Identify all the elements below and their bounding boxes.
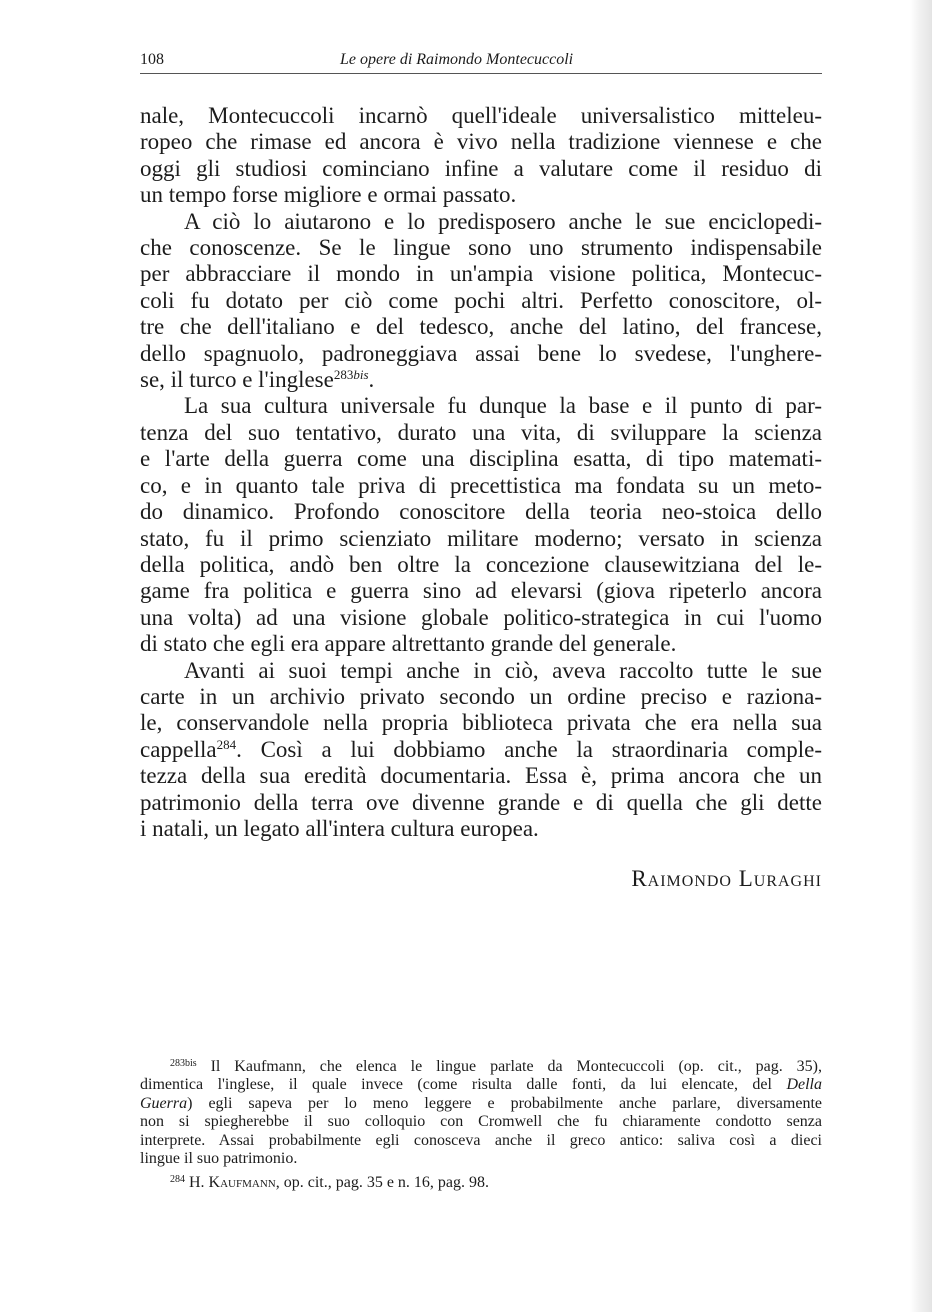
body-line: che conoscenze. Se le lingue sono uno strumento indispensabile xyxy=(140,235,822,261)
running-title: Le opere di Raimondo Montecuccoli xyxy=(340,51,574,68)
body-line: le, conservandole nella propria biblioteca privata che era nella sua xyxy=(140,710,822,736)
footnote-ref-283bis xyxy=(334,367,369,382)
body-line: tenza del suo tentativo, durato una vita, di sviluppare la scienza xyxy=(140,419,822,445)
body-line: do dinamico. Profondo conoscitore della teoria neo-stoica dello xyxy=(140,499,822,525)
body-line: co, e in quanto tale priva di precettistica ma fondata su un meto- xyxy=(140,472,822,498)
footnote-ref-284: 284 xyxy=(216,736,237,752)
footnote-marker: 284 xyxy=(170,1174,185,1186)
footnote-marker: 283bis xyxy=(170,1058,197,1069)
footnote-line-text: ) egli sapeva per lo meno leggere e probabilmente anche parlare, diversamente xyxy=(187,1094,822,1112)
body-line: e l'arte della guerra come una disciplina esatta, di tipo matemati- xyxy=(140,446,822,472)
author-signature: Raimondo Luraghi xyxy=(631,866,822,891)
body-line: i natali, un legato all'intera cultura europea. xyxy=(140,815,539,841)
footnote-line-text: Il Kaufmann, che elenca le lingue parlate da Montecuccoli (op. cit., pag. 35), xyxy=(196,1058,822,1075)
body-line: La sua cultura universale fu dunque la base e il punto di par- xyxy=(184,393,822,419)
body-line: Avanti ai suoi tempi anche in ciò, aveva raccolto tutte le sue xyxy=(184,657,822,683)
footnote-italic-title: Della xyxy=(786,1076,822,1094)
body-line: A ciò lo aiutarono e lo predisposero anche le sue enciclopedi- xyxy=(184,208,822,234)
body-line: della politica, andò ben oltre la concezione clausewitziana del le- xyxy=(140,551,822,577)
footnote-line: interprete. Assai probabilmente egli conosceva anche il greco antico: saliva così a dieci xyxy=(140,1131,822,1149)
footnote-line: lingue il suo patrimonio. xyxy=(140,1150,298,1168)
body-line: dello spagnuolo, padroneggiava assai bene lo svedese, l'unghere- xyxy=(140,340,822,366)
line-punctuation: . xyxy=(368,367,375,393)
footnote-author: H. Kaufmann xyxy=(189,1174,276,1192)
footnote-line xyxy=(140,1095,822,1113)
body-line: un tempo forse migliore e ormai passato. xyxy=(140,182,517,208)
body-line: game fra politica e guerra sino ad elevarsi (giova ripeterlo ancora xyxy=(140,578,822,604)
body-line: tezza della sua eredità documentaria. Essa è, prima ancora che un xyxy=(140,763,822,789)
footnote-ref-suffix: bis xyxy=(353,367,369,383)
body-line-with-note xyxy=(140,737,822,763)
body-line: coli fu dotato per ciò come pochi altri. Perfetto conoscitore, ol- xyxy=(140,287,822,313)
footnote-line: non si spiegherebbe il suo colloquio con Cromwell che fu chiaramente condotto senza xyxy=(140,1113,822,1131)
page-number: 108 xyxy=(140,51,164,68)
body-text xyxy=(140,103,822,842)
footnotes xyxy=(140,1058,822,1193)
header-rule xyxy=(140,73,822,74)
footnote-ref-number: 283 xyxy=(333,367,354,383)
body-line: stato, fu il primo scienziato militare moderno; versato in scienza xyxy=(140,525,822,551)
body-line: per abbracciare il mondo in un'ampia visione politica, Montecuc- xyxy=(140,261,822,287)
body-line: oggi gli studiosi cominciano infine a valutare come il residuo di xyxy=(140,155,822,181)
body-line-text: cappella xyxy=(140,736,217,762)
footnote-line xyxy=(140,1058,822,1076)
body-line: nale, Montecuccoli incarnò quell'ideale universalistico mitteleu- xyxy=(140,103,822,128)
footnote-line-text: , op. cit., pag. 35 e n. 16, pag. 98. xyxy=(275,1174,490,1192)
body-line: patrimonio della terra ove divenne grande e di quella che gli dette xyxy=(140,789,822,815)
footnote-284 xyxy=(140,1174,822,1192)
footnote-283bis xyxy=(140,1058,822,1168)
body-line: di stato che egli era appare altrettanto grande del generale. xyxy=(140,631,677,657)
footnote-line xyxy=(140,1174,822,1192)
body-line: tre che dell'italiano e del tedesco, anche del latino, del francese, xyxy=(140,314,822,340)
body-line: una volta) ad una visione globale politico-strategica in cui l'uomo xyxy=(140,604,822,630)
body-line-with-note xyxy=(140,367,822,393)
body-line: carte in un archivio privato secondo un ordine preciso e raziona- xyxy=(140,683,822,709)
body-line-text: . Così a lui dobbiamo anche la straordinaria comple- xyxy=(236,736,822,762)
page-gutter-shadow xyxy=(910,0,932,1312)
body-line: ropeo che rimase ed ancora è vivo nella tradizione viennese e che xyxy=(140,129,822,155)
body-line-text: se, il turco e l'inglese xyxy=(140,367,334,393)
footnote-line xyxy=(140,1076,822,1094)
footnote-italic-title: Guerra xyxy=(140,1094,188,1112)
footnote-line-text: dimentica l'inglese, il quale invece (come risulta dalle fonti, da lui elencate, del xyxy=(140,1076,787,1094)
